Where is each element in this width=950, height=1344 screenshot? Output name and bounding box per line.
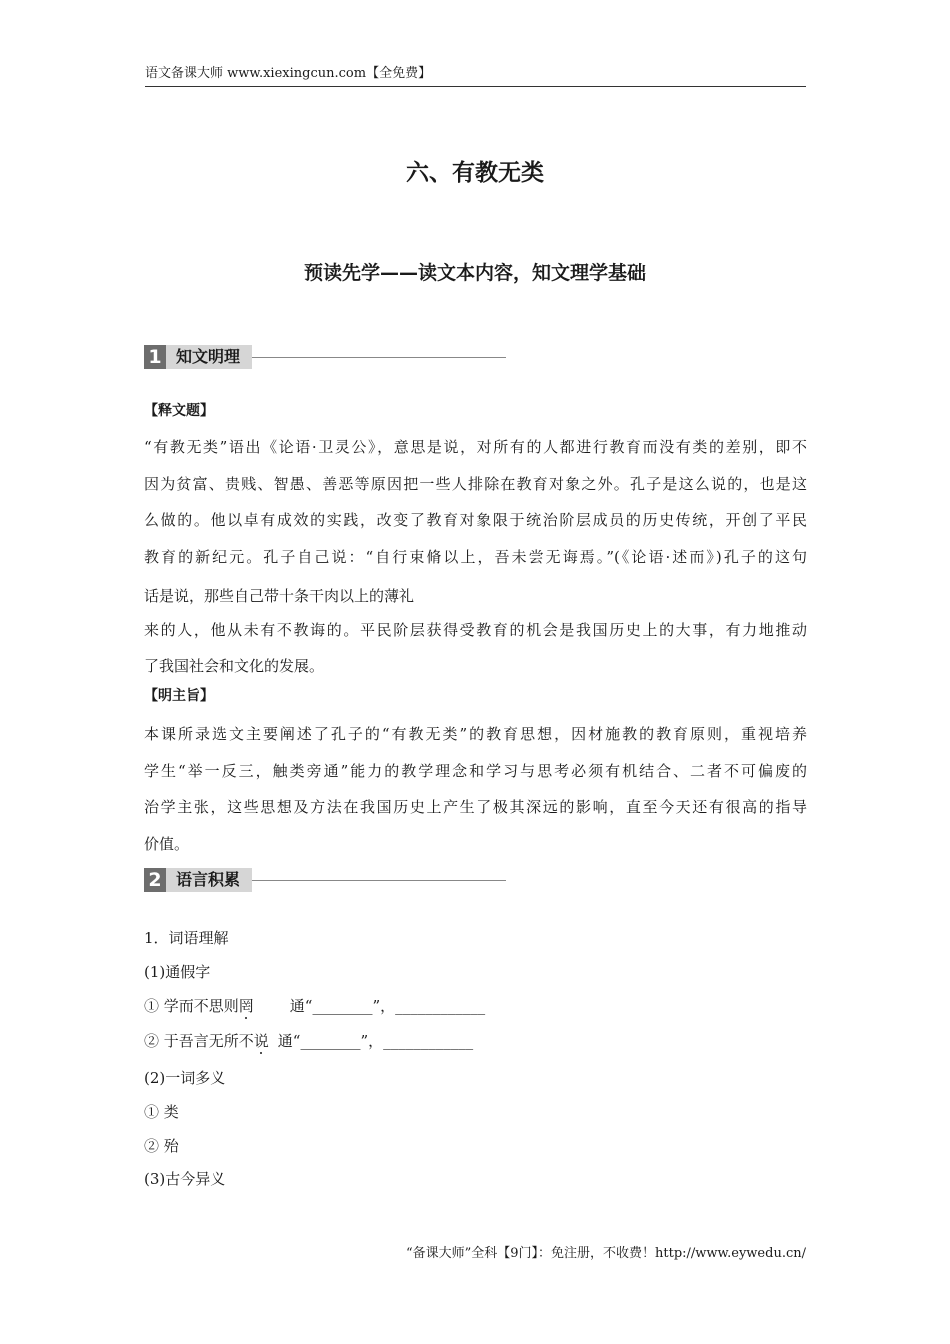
section-divider: [252, 880, 506, 881]
tongjiazi-item-1: [144, 995, 485, 1017]
text-line: 因为贫富、贵贱、智愚、善恶等原因把一些人排除在教育对象之外。孔子是这么说的，也是这: [144, 475, 807, 493]
section-number: 1: [144, 345, 166, 369]
page-title: 六、有教无类: [406, 160, 544, 186]
page-header: [145, 64, 806, 87]
tongjiazi-heading: (1)通假字: [144, 963, 211, 981]
emphasis-char: 说: [253, 1032, 269, 1050]
mingzhuzhi-label: 【明主旨】: [144, 688, 214, 704]
shiwenti-label: 【释文题】: [144, 403, 214, 419]
yicisduoyi-item-1: ① 类: [144, 1103, 179, 1121]
section-heading-2: [144, 868, 506, 892]
fill-blank[interactable]: 通“________”，____________: [289, 997, 486, 1015]
item-text: ② 于吾言无所不: [144, 1032, 254, 1050]
text-line: 价值。: [144, 835, 190, 853]
fill-blank[interactable]: 通“________”，____________: [277, 1032, 474, 1050]
page-subtitle: 预读先学——读文本内容，知文理学基础: [303, 262, 646, 284]
yicisduoyi-heading: (2)一词多义: [144, 1069, 226, 1087]
emphasis-char: 罔: [238, 997, 254, 1015]
section-label: 语言积累: [166, 868, 252, 892]
gujinyiyi-heading: (3)古今异义: [144, 1170, 226, 1188]
vocab-heading: 1．词语理解: [144, 929, 229, 947]
text-line: “有教无类”语出《论语·卫灵公》，意思是说，对所有的人都进行教育而没有类的差别，即不: [144, 438, 807, 456]
text-line: 么做的。他以卓有成效的实践，改变了教育对象限于统治阶层成员的历史传统，开创了平民: [144, 511, 807, 529]
page-footer: “备课大师”全科【9门】：免注册，不收费！http://www.eywedu.cn/: [405, 1246, 806, 1261]
text-line: 话是说，那些自己带十条干肉以上的薄礼: [144, 587, 415, 605]
section-number: 2: [144, 868, 166, 892]
item-text: ① 学而不思则: [144, 997, 239, 1015]
yicisduoyi-item-2: ② 殆: [144, 1137, 179, 1155]
header-text: 语文备课大师 www.xiexingcun.com【全免费】: [145, 66, 432, 81]
text-line: 学生“举一反三，触类旁通”能力的教学理念和学习与思考必须有机结合、二者不可偏废的: [144, 762, 807, 780]
text-line: 本课所录选文主要阐述了孔子的“有教无类”的教育思想，因材施教的教育原则，重视培养: [144, 725, 807, 743]
section-divider: [252, 357, 506, 358]
text-line: 治学主张，这些思想及方法在我国历史上产生了极其深远的影响，直至今天还有很高的指导: [144, 798, 807, 816]
section-label: 知文明理: [166, 345, 252, 369]
section-heading-1: [144, 345, 506, 369]
text-line: 了我国社会和文化的发展。: [144, 657, 325, 675]
text-line: 来的人，他从未有不教诲的。平民阶层获得受教育的机会是我国历史上的大事，有力地推动: [144, 621, 807, 639]
text-line: 教育的新纪元。孔子自己说：“自行束脩以上，吾未尝无诲焉。”(《论语·述而》)孔子的这句: [144, 548, 807, 566]
tongjiazi-item-2: [144, 1030, 473, 1052]
